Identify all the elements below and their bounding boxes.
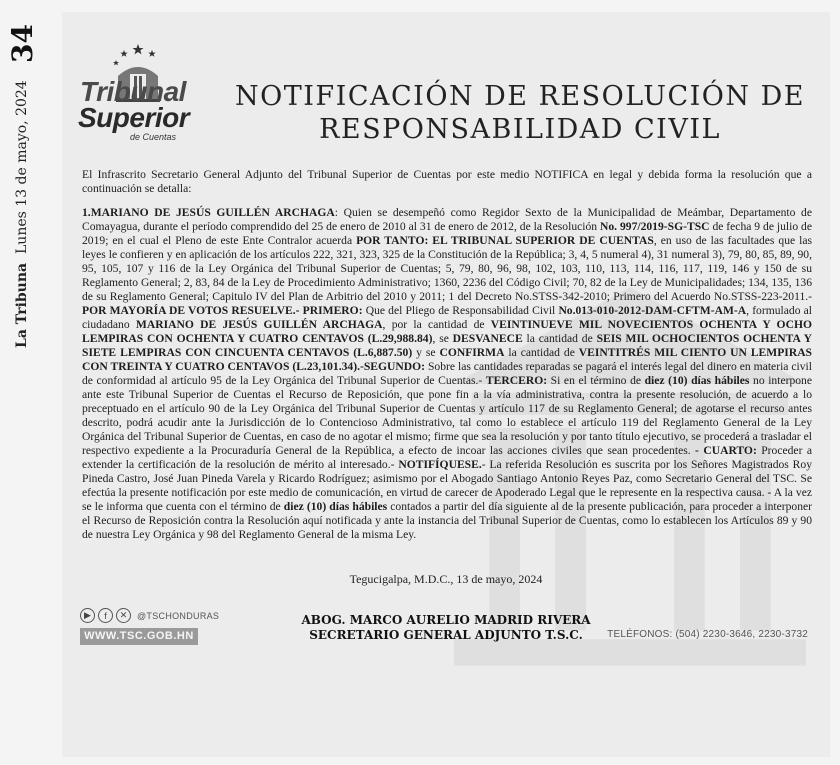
signatory-name: ABOG. MARCO AURELIO MADRID RIVERA: [301, 613, 591, 627]
resolution-bold-run: 1.MARIANO DE JESÚS GUILLÉN ARCHAGA: [82, 206, 335, 219]
resolution-text-run: Que del Pliego de Responsabilidad Civil: [362, 304, 559, 317]
resolution-text-run: , formulado al ciudadano: [82, 304, 812, 331]
place-date: Tegucigalpa, M.D.C., 13 de mayo, 2024: [349, 572, 543, 586]
notice-panel: [62, 12, 830, 757]
newspaper-name: La Tribuna: [14, 262, 30, 348]
resolution-text-run: - La referida Resolución es suscrita por los Señores Magistrados Roy Pineda Castro, José Juan Pineda Varela y Ricardo Rodríguez; asimismo por el Abogado Santiago Antonio Reyes Paz, como Secretario General del TSC. Se efectúa la presente notificación por este medio de comunicación, en virtud de carecer de Apoderado Legal que le represente en la respectiva causa. - A la vez se le informa que cuenta con el término de: [82, 458, 812, 513]
page-number: 34: [6, 24, 39, 64]
notice-body: [82, 168, 812, 542]
youtube-icon: ▶: [80, 608, 95, 623]
logo-text-tribunal: Tribunal: [80, 76, 186, 107]
phone-numbers: TELÉFONOS: (504) 2230-3646, 2230-3732: [607, 629, 808, 640]
resolution-bold-run: NOTIFÍQUESE.: [398, 458, 482, 471]
social-handle: @TSCHONDURAS: [137, 610, 220, 621]
resolution-bold-run: No. 997/2019-SG-TSC: [600, 220, 710, 233]
resolution-text-run: la cantidad de: [504, 346, 579, 359]
resolution-text-run: no interpone ante este Tribunal Superior de Cuentas el Recurso de Reposición, que pone fin a la vía administrativa, contra la presente resolución, de acuerdo a lo preceptuado en el artículo 90 de la Ley Orgánica del Tribunal Superior de Cuentas y artículo 117 de su Reglamento General; de agotarse el recurso antes descrito, podrá acudir ante la Jurisdicción de lo Contencioso Administrativo, tal como lo establece el artículo 119 del Reglamento General de la Ley Orgánica del Tribunal Superior de Cuentas, en caso de no agotar el mismo; firme que sea la resolución y por tanto título ejecutivo, se procederá a trasladar el respectivo expediente a la Procuraduría General de la República, a efecto de incoar las acciones civiles que sean procedentes.: [82, 374, 812, 457]
resolution-text-run: contados a partir del día siguiente al de la presente publicación, para proceder a interponer el Recurso de Reposición contra la Resolución aquí notificada y ante la instancia del Tribunal Superior de Cuentas, como lo establecen los Artículos 89 y 90 de nuestra Ley Orgánica y 98 del Reglamento General de la misma Ley.: [82, 500, 812, 541]
notice-title-line-2: RESPONSABILIDAD CIVIL: [319, 114, 721, 145]
resolution-text-run: , en uso de las facultades que las leyes le confieren y en aplicación de los artículos 222, 321, 323, 325 de la Constitución de la República; 3, 4, 5 numeral 4), 31 numeral 3), 79, 80, 85, 89, 90, 95, 105, 107 y 116 de la Ley Orgánica del Tribunal Superior de Cuentas; 5, 79, 80, 96, 98, 102, 103, 110, 113, 114, 116, 117, 119, 146 y 150 de su Reglamento General; 2, 83, 84 de la Ley de Procedimiento Administrativo; 1360, 2236 del Código Civil; 70, 82 de la Ley de Municipalidades; 134, 135, 136 de su Reglamento General; Capitulo IV del Plan de Arbitrio del 2010 y 2011; 1 del Decreto No.STSS-342-2010; Primero del Acuerdo No.STSS-223-2011.-: [82, 234, 812, 303]
resolution-text-run: Si en el término de: [547, 374, 645, 387]
resolution-bold-run: TERCERO:: [485, 374, 548, 387]
resolution-text-run: la cantidad de: [522, 332, 597, 345]
resolution-bold-run: diez (10) días hábiles: [283, 500, 388, 513]
notice-title: [220, 80, 820, 146]
x-icon: ✕: [116, 608, 131, 623]
resolution-bold-run: CONFIRMA: [439, 346, 505, 359]
resolution-text-run: y se: [412, 346, 440, 359]
logo-text-superior: Superior: [78, 102, 190, 133]
logo-text-de-cuentas: de Cuentas: [130, 132, 177, 142]
resolution-text-run: Sobre las cantidades reparadas se pagará el interés legal del dinero en materia civil de conformidad al artículo 95 de la Ley Orgánica del Tribunal Superior de Cuentas.-: [82, 360, 812, 387]
resolution-bold-run: MARIANO DE JESÚS GUILLÉN ARCHAGA: [135, 318, 383, 331]
resolution-bold-run: - CUARTO:: [695, 444, 757, 457]
resolution-bold-run: POR MAYORÍA DE VOTOS RESUELVE.- PRIMERO:: [82, 304, 363, 317]
resolution-text-run: : Quien se desempeñó como Regidor Sexto de la Municipalidad de Meámbar, Departamento de Comayagua, durante el período comprendido del 25 de enero de 2010 al 31 de enero de 2012, de la Resolución: [82, 206, 812, 233]
resolution-bold-run: diez (10) días hábiles: [644, 374, 750, 387]
resolution-bold-run: POR TANTO: EL TRIBUNAL SUPERIOR DE CUENTAS: [356, 234, 654, 247]
resolution-text-run: Proceder a extender la certificación de la resolución de mérito al interesado.-: [82, 444, 812, 471]
resolution-bold-run: No.013-010-2012-DAM-CFTM-AM-A: [558, 304, 747, 317]
resolution-bold-run: VEINTINUEVE MIL NOVECIENTOS OCHENTA Y OCHO LEMPIRAS CON OCHENTA Y CUATRO CENTAVOS (L.29,988.84): [82, 318, 812, 345]
notice-header: [62, 12, 830, 162]
social-links: [80, 608, 219, 623]
notice-title-line-1: NOTIFICACIÓN DE RESOLUCIÓN DE: [235, 81, 805, 112]
signatory-role: SECRETARIO GENERAL ADJUNTO T.S.C.: [309, 628, 583, 642]
facebook-icon: f: [98, 608, 113, 623]
running-header: [14, 80, 30, 700]
intro-paragraph: El Infrascrito Secretario General Adjunto del Tribunal Superior de Cuentas por este medio NOTIFICA en legal y debida forma la resolución que a continuación se detalla:: [82, 168, 812, 195]
resolution-bold-run: DESVANECE: [452, 332, 523, 345]
website-badge: WWW.TSC.GOB.HN: [80, 628, 198, 645]
resolution-text-run: , se: [432, 332, 453, 345]
resolution-text-run: de fecha 9 de julio de 2019; en el cual el Pleno de este Ente Contralor acuerda: [82, 220, 812, 247]
resolution-bold-run: SEIS MIL OCHOCIENTOS OCHENTA Y SIETE LEMPIRAS CON CINCUENTA CENTAVOS (L.6,887.50): [82, 332, 812, 359]
resolution-text-run: , por la cantidad de: [382, 318, 491, 331]
resolution-paragraph: [82, 206, 812, 542]
issue-date: Lunes 13 de mayo, 2024: [14, 80, 30, 254]
resolution-bold-run: VEINTITRÉS MIL CIENTO UN LEMPIRAS CON TREINTA Y CUATRO CENTAVOS (L.23,101.34).-SEGUNDO:: [82, 346, 813, 373]
page-margin: [0, 0, 54, 765]
